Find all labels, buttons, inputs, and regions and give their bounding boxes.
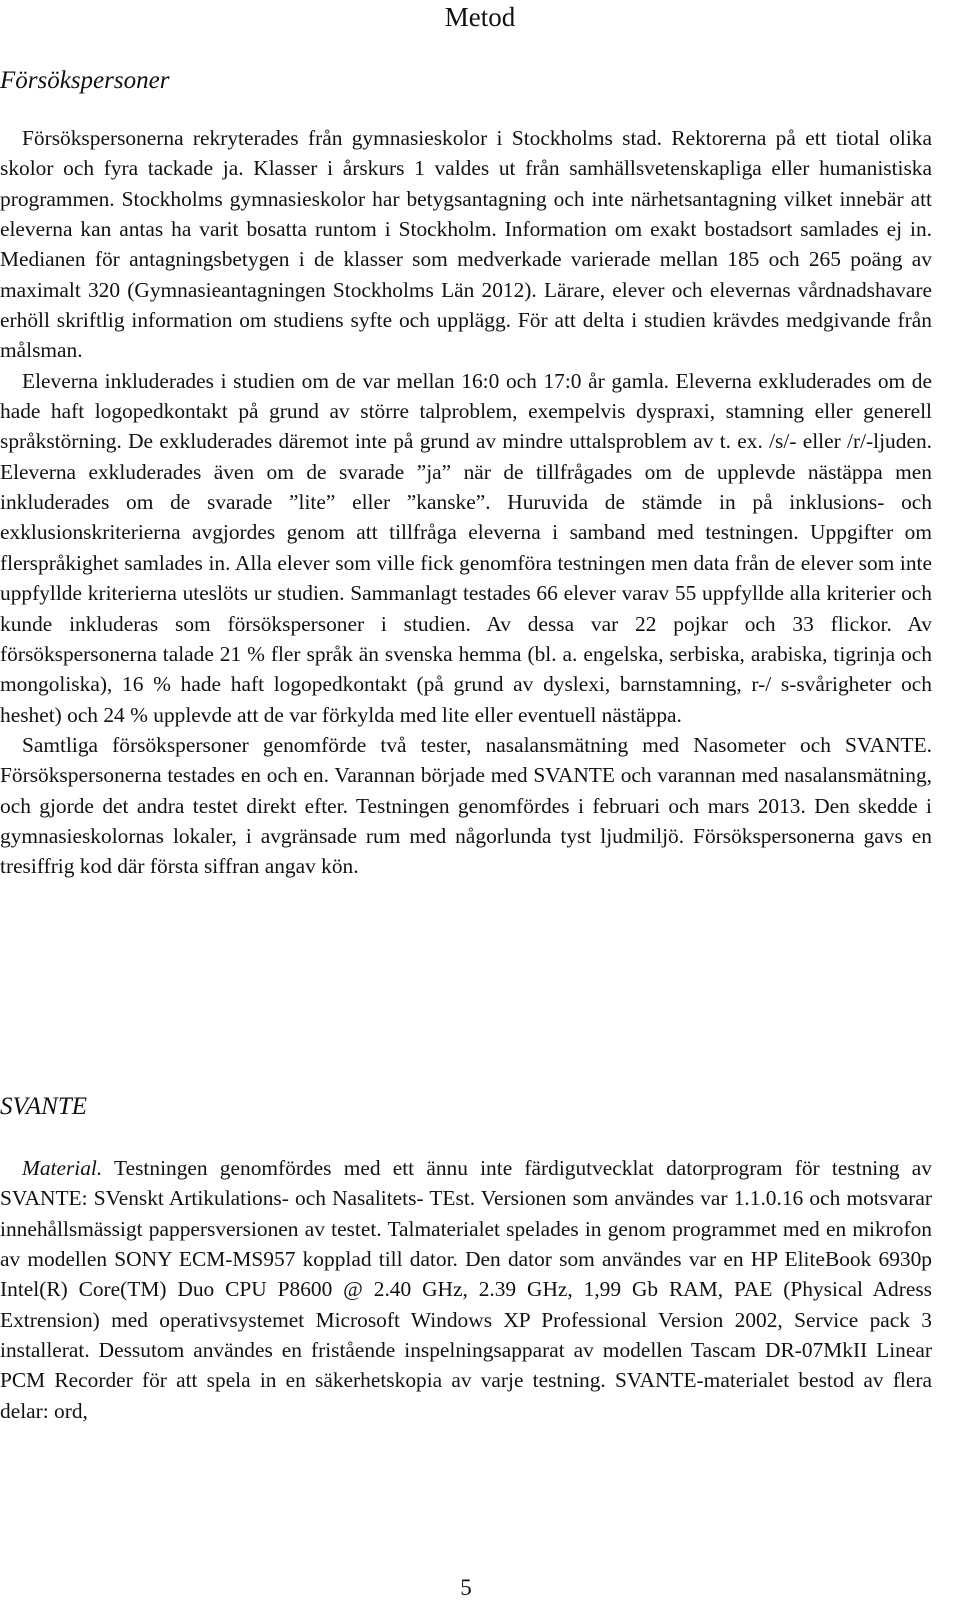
paragraph xyxy=(0,1153,932,1426)
section-body-svante xyxy=(0,1153,932,1426)
section-heading-svante: SVANTE xyxy=(0,1093,88,1120)
run-in-heading-material: Material. xyxy=(22,1156,103,1180)
page-title: Metod xyxy=(444,2,516,32)
paragraph-text: Testningen genomfördes med ett ännu inte färdigutvecklat datorprogram för testning av SVANTE: SVenskt Artikulations- och Nasalitets- TEst. Versionen som användes var 1.1.0.16 och motsvarar innehållsmässigt pappersversionen av testet. Talmaterialet spelades in genom programmet med en mikrofon av modellen SONY ECM-MS957 kopplad till dator. Den dator som användes var en HP EliteBook 6930p Intel(R) Core(TM) Duo CPU P8600 @ 2.40 GHz, 2.39 GHz, 1,99 Gb RAM, PAE (Physical Adress Extrension) med operativsystemet Microsoft Windows XP Professional Version 2002, Service pack 3 installerat. Dessutom användes en fristående inspelningsapparat av modellen Tascam DR-07MkII Linear PCM Recorder för att spela in en säkerhetskopia av varje testning. SVANTE-materialet bestod av flera delar: ord, xyxy=(0,1156,932,1423)
page-number: 5 xyxy=(460,1575,472,1600)
paragraph: Eleverna inkluderades i studien om de var mellan 16:0 och 17:0 år gamla. Eleverna exkluderades om de hade haft logopedkontakt på grund av större talproblem, exempelvis dyspraxi, stamning eller generell språkstörning. De exkluderades däremot inte på grund av mindre uttalsproblem av t. ex. /s/- eller /r/-ljuden. Eleverna exkluderades även om de svarade ”ja” när de tillfrågades om de upplevde nästäppa men inkluderades om de svarade ”lite” eller ”kanske”. Huruvida de stämde in på inklusions- och exklusionskriterierna avgjordes genom att tillfråga eleverna i samband med testningen. Uppgifter om flerspråkighet samlades in. Alla elever som ville fick genomföra testningen men data från de elever som inte uppfyllde kriterierna uteslöts ur studien. Sammanlagt testades 66 elever varav 55 uppfyllde alla kriterier och kunde inkluderas som försökspersoner i studien. Av dessa var 22 pojkar och 33 flickor. Av försökspersonerna talade 21 % fler språk än svenska hemma (bl. a. engelska, serbiska, arabiska, tigrinja och mongoliska), 16 % hade haft logopedkontakt (på grund av dyslexi, barnstamning, r-/ s-svårigheter och heshet) och 24 % upplevde att de var förkylda med lite eller eventuell nästäppa. xyxy=(0,368,932,727)
section-heading-forsokspersoner: Försökspersoner xyxy=(0,67,170,94)
paragraph: Försökspersonerna rekryterades från gymnasieskolor i Stockholms stad. Rektorerna på ett tiotal olika skolor och fyra tackade ja. Klasser i årskurs 1 valdes ut från samhällsvetenskapliga eller humanistiska programmen. Stockholms gymnasieskolor har betygsantagning och inte närhetsantagning vilket innebär att eleverna kan antas ha varit bosatta runtom i Stockholm. Information om exakt bostadsort samlades ej in. Medianen för antagningsbetygen i de klasser som medverkade varierade mellan 185 och 265 poäng av maximalt 320 (Gymnasieantagningen Stockholms Län 2012). Lärare, elever och elevernas vårdnadshavare erhöll skriftlig information om studiens syfte och upplägg. För att delta i studien krävdes medgivande från målsman. xyxy=(0,126,932,363)
section-body-forsokspersoner xyxy=(0,123,932,882)
paragraph: Samtliga försökspersoner genomförde två tester, nasalansmätning med Nasometer och SVANTE. Försökspersonerna testades en och en. Varannan började med SVANTE och varannan med nasalansmätning, och gjorde det andra testet direkt efter. Testningen genomfördes i februari och mars 2013. Den skedde i gymnasieskolornas lokaler, i avgränsade rum med någorlunda tyst ljudmiljö. Försökspersonerna gavs en tresiffrig kod där första siffran angav kön. xyxy=(0,732,932,879)
